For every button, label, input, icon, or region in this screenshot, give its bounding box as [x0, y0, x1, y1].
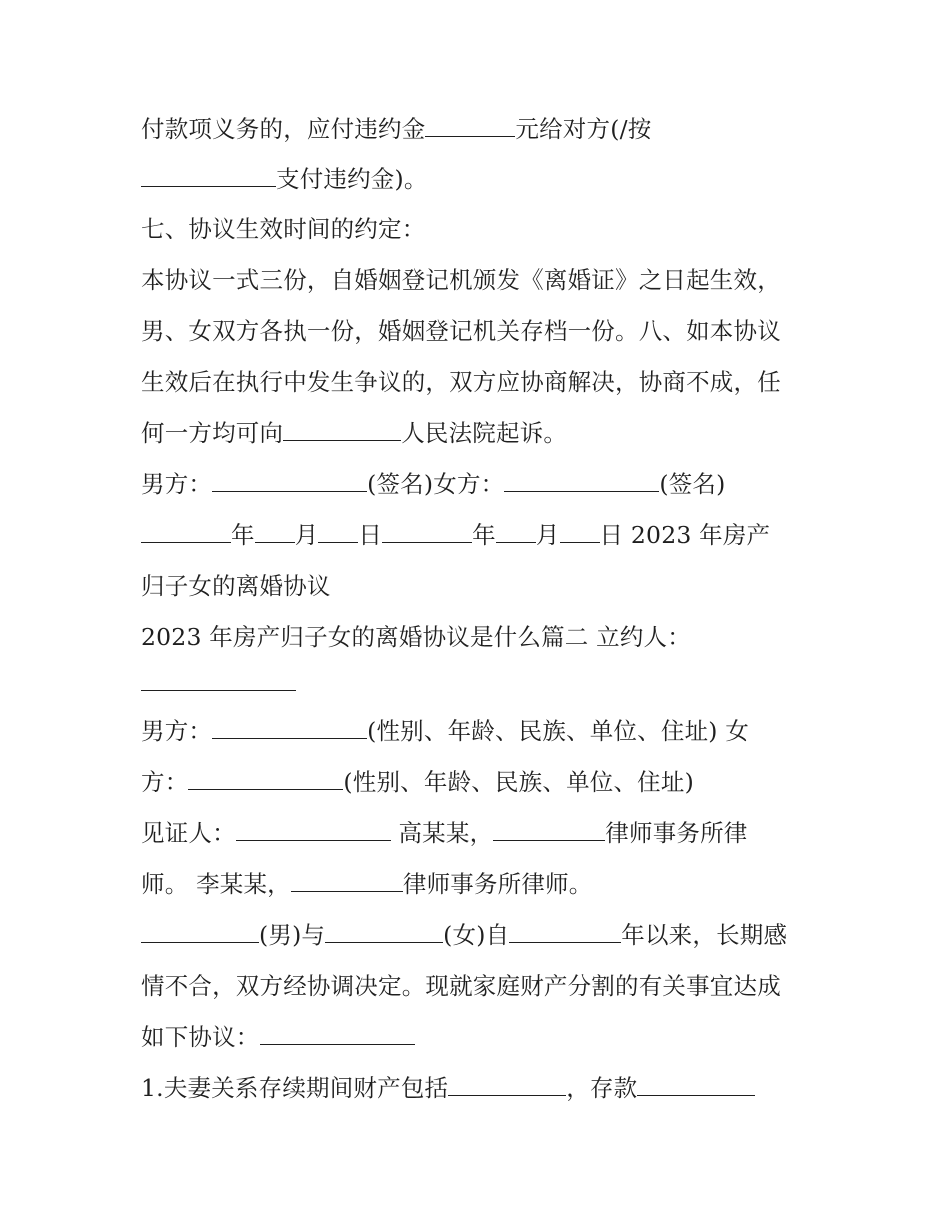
blank-field	[318, 520, 358, 543]
text-line: 男方： (性别、年龄、民族、单位、住址) 女	[141, 717, 750, 745]
blank-field	[212, 469, 367, 492]
text-line: 男、女双方各执一份，婚姻登记机关存档一份。八、如本协议	[141, 317, 781, 345]
signature-line: 男方： (签名)女方： (签名)	[141, 470, 726, 498]
text-line: 情不合，双方经协调决定。现就家庭财产分割的有关事宜达成	[141, 972, 781, 1000]
blank-field	[141, 520, 231, 543]
blank-field	[141, 668, 296, 691]
text-line: (男)与 (女)自 年以来，长期感	[141, 920, 787, 950]
blank-field	[325, 920, 443, 943]
blank-field	[188, 767, 343, 790]
section-heading: 七、协议生效时间的约定：	[141, 215, 426, 243]
text-line: 何一方均可向 人民法院起诉。	[141, 419, 568, 447]
blank-field	[141, 164, 276, 187]
text-line: 如下协议：	[141, 1022, 415, 1052]
blank-line	[141, 668, 296, 698]
date-line: 年 月 日 年 月 日 2023 年房产	[141, 520, 770, 550]
text-line: 1.夫妻关系存续期间财产包括 ，存款	[141, 1073, 755, 1103]
text-line: 2023 年房产归子女的离婚协议是什么篇二 立约人：	[141, 623, 691, 651]
text-line: 方： (性别、年龄、民族、单位、住址)	[141, 768, 694, 796]
blank-field	[637, 1073, 755, 1096]
text-line: 付款项义务的，应付违约金 元给对方(/按	[141, 115, 652, 143]
blank-field	[236, 818, 391, 841]
blank-field	[141, 920, 259, 943]
text-line: 师。 李某某， 律师事务所律师。	[141, 870, 593, 898]
blank-field	[560, 520, 600, 543]
blank-field	[425, 114, 515, 137]
text-line: 归子女的离婚协议	[141, 572, 331, 600]
blank-field	[260, 1022, 415, 1045]
blank-field	[212, 716, 367, 739]
text-line: 见证人： 高某某， 律师事务所律	[141, 819, 748, 847]
blank-field	[382, 520, 472, 543]
blank-field	[509, 920, 621, 943]
blank-field	[504, 469, 659, 492]
blank-field	[283, 418, 401, 441]
text-line: 生效后在执行中发生争议的，双方应协商解决，协商不成，任	[141, 368, 781, 396]
blank-field	[496, 520, 536, 543]
blank-field	[448, 1073, 566, 1096]
blank-field	[291, 869, 403, 892]
blank-field	[255, 520, 295, 543]
blank-field	[493, 818, 605, 841]
text-line: 支付违约金)。	[141, 164, 428, 194]
text-line: 本协议一式三份，自婚姻登记机颁发《离婚证》之日起生效，	[141, 266, 781, 294]
